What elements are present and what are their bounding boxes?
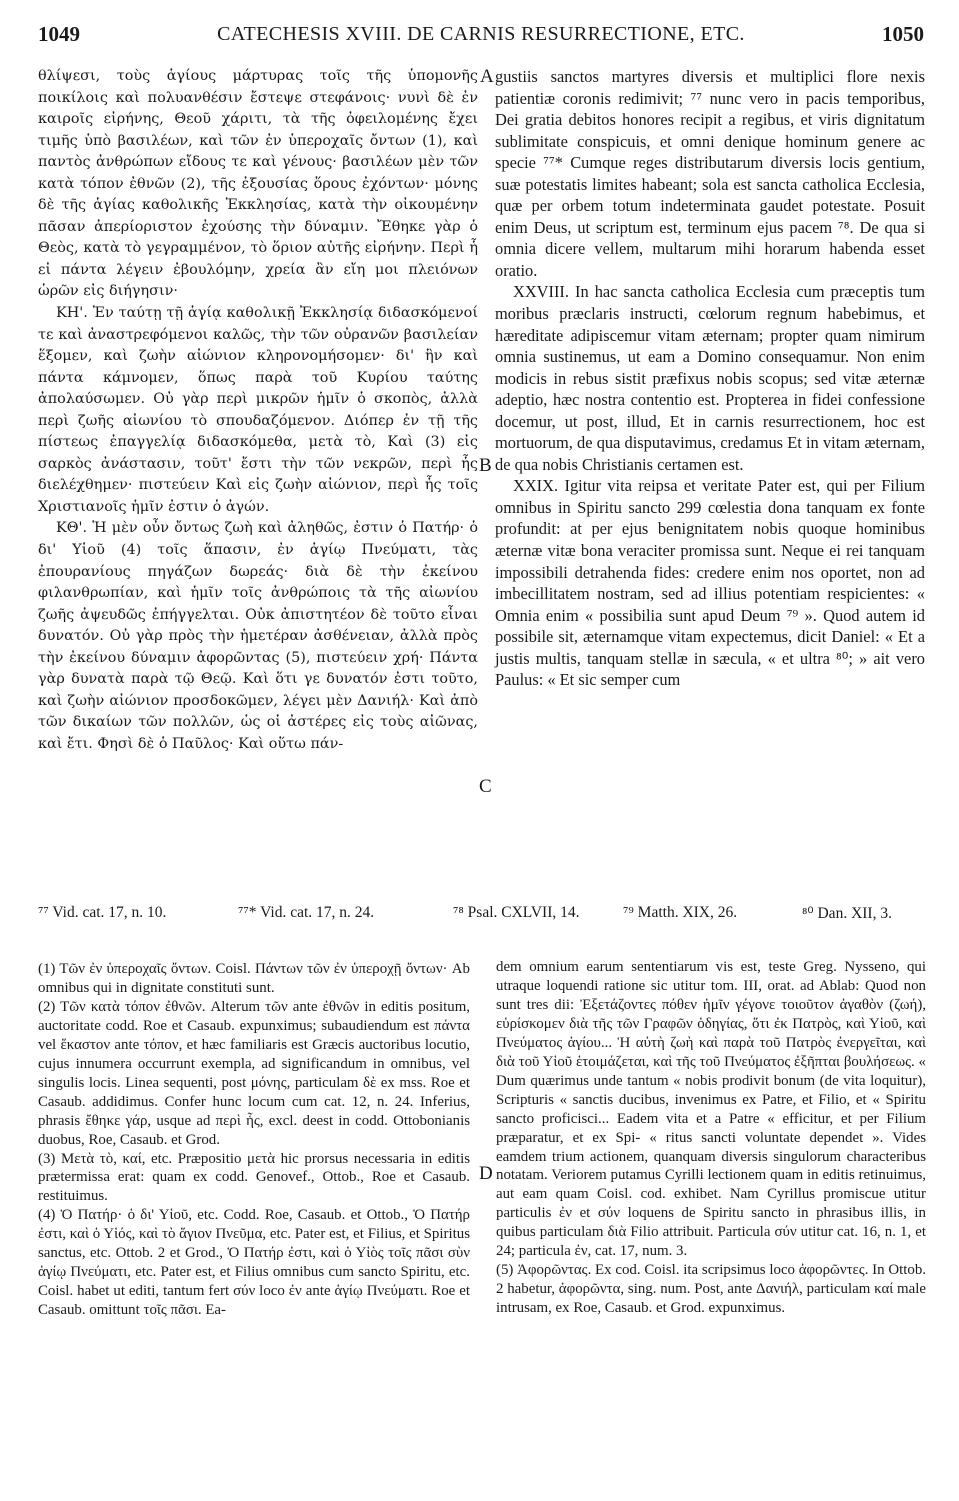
scripture-ref: ⁷⁹ Matth. XIX, 26. — [623, 904, 738, 921]
scripture-ref: ⁷⁷* Vid. cat. 17, n. 24. — [238, 904, 375, 921]
footnote-continuation: dem omnium earum sententiarum vis est, teste Greg. Nysseno, qui utraque loquendi ratione sic utitur tom. III, orat. ad Ablab: Quod non sunt tres dii: Ἐξετάζοντες πόθεν ἡμῖν γέγονε τοιοῦτον ἀγαθὸν (ζωή), εὑρίσκομεν διὰ τῆς τῶν Γραφῶν ὁδηγίας, ὅτι ἐκ Πατρὸς, καὶ Υἱοῦ, καὶ Πνεύματος ἁγίου... Ἡ αὐτὴ ζωὴ καὶ παρὰ τοῦ Πατρὸς ἐνεργεῖται, καὶ διὰ τοῦ Υἱοῦ ἑτοιμάζεται, καὶ τῆς τοῦ Πνεύματος ἐξῆπται βουλήσεως. « Dum quærimus unde tantum « nobis prodivit bonum (de vita loquitur), Scripturis « sanctis ducibus, invenimus ex Patre, et Filio, et « Spiritu sancto proficisci... Eadem vita et a Patre « efficitur, et per Filium præparatur, et ex Spi- « ritus sancti voluntate dependet ». Vides eamdem trium actionem, quanquam diversis singulorum characteribus notatam. Veriorem putamus Cyrilli lectionem quam in editis retinuimus, aut eam quam Coisl. cod. exhibet. Nam Cyrillus promiscue utitur particulis ἐν et σύν loquens de Spiritu sancto in phrasibus illis, in quibus particulam διὰ Filio attribuit. Particula σύν utitur cat. 16, n. 1, et 24; particula ἐν, cat. 17, num. 3. — [496, 959, 926, 1260]
page-number-right: 1050 — [882, 22, 924, 46]
latin-column — [495, 66, 925, 691]
margin-letter-b: B — [479, 455, 492, 476]
latin-paragraph: gustiis sanctos martyres diversis et multiplici flore nexis patientiæ coronis redimivit; ⁷⁷ nunc vero in pacis temporibus, Dei gratia debitos honores recipit a regibus, et viris dignitatum sublimitate conspicuis, et omni denique hominum genere ac specie ⁷⁷* Cumque reges distributarum diversis locis gentium, suæ potestatis limites habeant; sola est sancta catholica Ecclesia, quæ per orbem totum indeterminata gaudet potestate. Posuit enim Deus, ut scriptum est, terminum ejus pacem ⁷⁸. De qua si omnia dicere vellem, multarum mihi horarum habenda esset oratio. — [495, 67, 925, 280]
scripture-ref: ⁷⁷ Vid. cat. 17, n. 10. — [38, 904, 167, 921]
margin-letter-a: A — [480, 66, 494, 87]
running-title: CATECHESIS XVIII. DE CARNIS RESURRECTIONE, ETC. — [217, 23, 745, 45]
page-number-left: 1049 — [38, 22, 80, 46]
greek-column — [38, 66, 478, 756]
footnotes-left-column — [38, 960, 470, 1320]
latin-paragraph: XXVIII. In hac sancta catholica Ecclesia cum præceptis tum moribus præclaris instructi, cœlorum regnum habebimus, et hæreditate adipiscemur vitam æternam; propter quam nimirum omnia sustinemus, ut eam a Domino consequamur. Non enim modicis in rebus sistit præfixus nobis scopus; sed vitæ æternæ adeptio, hæc nostra contentio est. Propterea in fidei confessione docemur, ut post, illud, Et in carnis resurrectionem, hoc est mortuorum, de qua disputavimus, credamus Et in vitam æternam, de qua nobis Christianis certamen est. — [495, 282, 925, 474]
greek-paragraph: ΚΗ'. Ἐν ταύτῃ τῇ ἁγίᾳ καθολικῇ Ἐκκλησίᾳ διδασκόμενοί τε καὶ ἀναστρεφόμενοι καλῶς, τὴν τῶν οὐρανῶν βασιλείαν ἕξομεν, καὶ ζωὴν αἰώνιον κληρονομήσομεν· δι' ἣν καὶ πάντα κάμνομεν, ὅπως παρὰ τοῦ Κυρίου ταύτης ἀπολαύσωμεν. Οὐ γὰρ περὶ μικρῶν ἡμῖν ὁ σκοπὸς, ἀλλὰ περὶ ζωῆς αἰωνίου τὸ σπουδαζόμενον. Διόπερ ἐν τῇ τῆς πίστεως ἐπαγγελίᾳ διδασκόμεθα, μετὰ τὸ, Καὶ (3) εἰς σαρκὸς ἀνάστασιν, τοῦτ' ἔστι τὴν τῶν νεκρῶν, περὶ ἧς διελέχθημεν· πιστεύειν Καὶ εἰς ζωὴν αἰώνιον, περὶ ἧς τοῖς Χριστιανοῖς ἡμῖν ἐστιν ὁ ἀγών. — [38, 305, 478, 515]
latin-paragraph: XXIX. Igitur vita reipsa et veritate Pater est, qui per Filium omnibus in Spiritu sancto 299 cœlestia dona tanquam ex fonte profundit: at per ejus benignitatem nobis quoque hominibus æternæ vitæ bona veraciter promissa sunt. Neque ei rei tanquam impossibili detrahenda fides: credere enim nos oportet, non ad imbecillitatem nostram, sed ad illius potentiam respicientes: « Omnia enim « possibilia sunt apud Deum ⁷⁹ ». Quod autem id possibile sit, æternamque vitam expectemus, dicit Daniel: « Et a justis multis, tanquam stellæ in sæcula, « et ultra ⁸⁰; » ait vero Paulus: « Et sic semper cum — [495, 476, 925, 690]
greek-paragraph: θλίψεσι, τοὺς ἁγίους μάρτυρας τοῖς τῆς ὑπομονῆς ποικίλοις καὶ πολυανθέσιν ἔστεψε στεφάνοις· νυνὶ δὲ ἐν καιροῖς εἰρήνης, Θεοῦ χάριτι, τὰ τῆς ὀφειλομένης ἔχει τιμῆς ὑπὸ βασιλέων, καὶ τῶν ἐν ὑπεροχαῖς ὄντων (1), καὶ παντὸς ἀνθρώπων εἴδους τε καὶ γένους· βασιλέων μὲν τῶν κατὰ τόπον ἐθνῶν (2), τῆς ἐξουσίας ὅρους ἐχόντων· μόνης δὲ τῆς ἁγίας καθολικῆς Ἐκκλησίας, κατὰ τὴν οἰκουμένην πᾶσαν ἀπερίοριστον ἐχούσης τὴν δύναμιν. Ἔθηκε γὰρ ὁ Θεὸς, κατὰ τὸ γεγραμμένον, τὸ ὅριον αὐτῆς εἰρήνην. Περὶ ἧ εἰ πάντα λέγειν ἐβουλόμην, χρεία ἂν εἴη μοι πλειόνων ὡρῶν εἰς διήγησιν· — [38, 68, 478, 300]
footnote: (3) Μετὰ τὸ, καί, etc. Præpositio μετὰ hic prorsus necessaria in editis prætermissa erat: quam ex codd. Genovef., Ottob., Roe et Casaub. restituimus. — [38, 1150, 470, 1205]
greek-paragraph: ΚΘ'. Ἡ μὲν οὖν ὄντως ζωὴ καὶ ἀληθῶς, ἐστιν ὁ Πατήρ· ὁ δι' Υἱοῦ (4) τοῖς ἅπασιν, ἐν ἁγίῳ Πνεύματι, τὰς ἐπουρανίους πηγάζων δωρεάς· διὰ δὲ τὴν ἐκείνου φιλανθρωπίαν, καὶ ἡμῖν τοῖς ἀνθρώποις τὰ τῆς αἰωνίου ζωῆς ἀψευδῶς ἐπήγγελται. Οὐκ ἀπιστητέον δὲ τοῦτο εἶναι δυνατόν. Οὐ γὰρ πρὸς τὴν ἡμετέραν ἀσθένειαν, ἀλλὰ πρὸς τὴν ἐκείνου δύναμιν ἀφορῶντας (5), πιστεύειν χρή· Πάντα γὰρ δυνατὰ παρὰ τῷ Θεῷ. Καὶ ὅτι γε δυνατόν ἐστι τοῦτο, καὶ ζωὴν αἰώνιον προσδοκῶμεν, λέγει μὲν Δανιήλ· Καὶ ἀπὸ τῶν δικαίων τῶν πολλῶν, ὡς οἱ ἀστέρες εἰς τοὺς αἰῶνας, καὶ ἔτι. Φησὶ δὲ ὁ Παῦλος· Καὶ οὕτω πάν- — [38, 520, 478, 752]
margin-letter-d: D — [479, 1163, 493, 1184]
scripture-ref: ⁷⁸ Psal. CXLVII, 14. — [453, 904, 580, 921]
footnote: (1) Τῶν ἐν ὑπεροχαῖς ὄντων. Coisl. Πάντων τῶν ἐν ὑπεροχῇ ὄντων· Ab omnibus qui in dignitate constituti sunt. — [38, 961, 470, 996]
footnote: (4) Ὁ Πατήρ· ὁ δι' Υἱοῦ, etc. Codd. Roe, Casaub. et Ottob., Ὁ Πατήρ ἐστι, καὶ ὁ Υἱός, καὶ τὸ ἅγιον Πνεῦμα, etc. Pater est, et Filius, et Spiritus sanctus, etc. Ottob. 2 et Grod., Ὁ Πατήρ ἐστι, καὶ ὁ Υἱὸς τοῖς πᾶσι σὺν ἁγίῳ Πνεύματι, etc. Pater est, et Filius omnibus cum sancto Spiritu, etc. Coisl. habet ut editi, tantum fert σύν loco ἐν ante ἁγίῳ Πνεύματι. Roe et Casaub. omittunt τοῖς πᾶσι. Ea- — [38, 1207, 470, 1319]
margin-letter-c: C — [479, 776, 492, 797]
footnote: (5) Ἀφορῶντας. Ex cod. Coisl. ita scripsimus loco ἀφορῶντες. In Ottob. 2 habetur, ἀφορῶντα, sing. num. Post, ante Δανιήλ, particulam καί male intrusam, ex Roe, Casaub. et Grod. expunximus. — [496, 1262, 926, 1317]
footnote: (2) Τῶν κατὰ τόπον ἐθνῶν. Alterum τῶν ante ἐθνῶν in editis positum, auctoritate codd. Roe et Casaub. expunximus; subaudiendum est πάντα vel ἕκαστον ante τόπον, et hæc familiaris est Græcis auctoribus locutio, cujus innumera occurrunt exempla, ad significandum in omnibus, vel singulis locis. Linea sequenti, post μόνης, particulam δὲ ex mss. Roe et Casaub. addidimus. Confer hunc locum cum cat. 12, n. 24. Inferius, phrasis ἔθηκε γάρ, usque ad περὶ ἧς, excl. deest in codd. Ottobonianis duobus, Roe, Casaub. et Grod. — [38, 998, 470, 1148]
scripture-ref: ⁸⁰ Dan. XII, 3. — [802, 905, 892, 922]
running-head — [38, 22, 924, 62]
scripture-references — [38, 904, 928, 928]
footnotes-right-column — [496, 958, 926, 1318]
